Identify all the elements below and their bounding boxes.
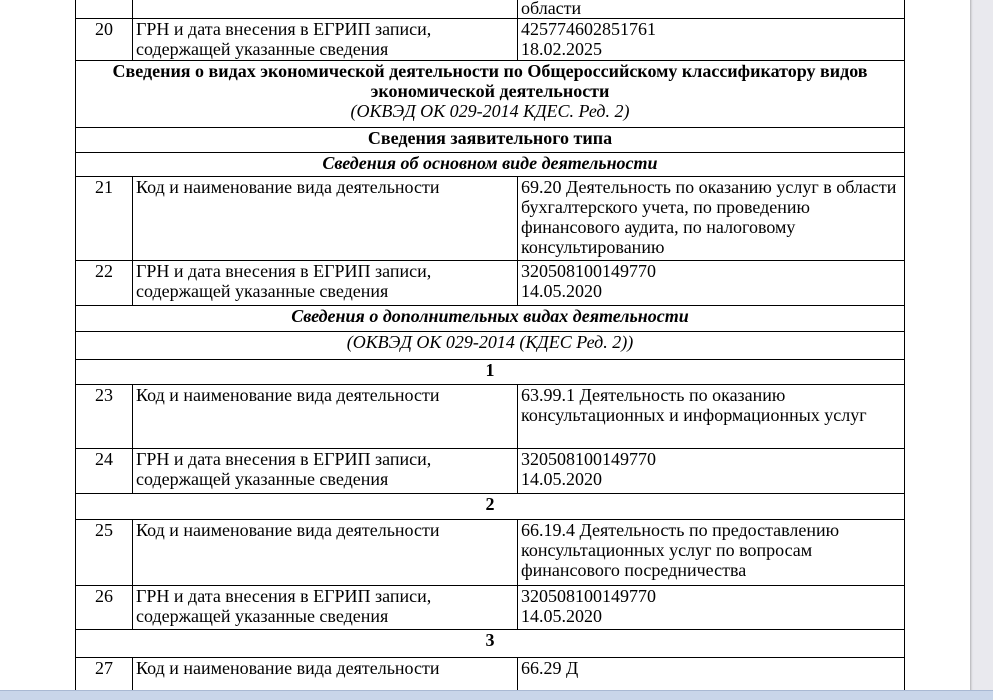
row-label: ГРН и дата внесения в ЕГРИП записи, содержащей указанные сведения bbox=[133, 586, 518, 630]
activity-value: 69.20 Деятельность по оказанию услуг в области бухгалтерского учета, по проведению финансового аудита, по налоговому консультированию bbox=[518, 177, 905, 261]
group-number: 1 bbox=[76, 360, 905, 385]
row-value: области bbox=[521, 0, 582, 18]
group-number: 3 bbox=[76, 630, 905, 658]
date-value: 14.05.2020 bbox=[521, 469, 602, 489]
table-row bbox=[76, 449, 905, 494]
row-value-cell bbox=[518, 19, 905, 61]
activity-value: 66.19.4 Деятельность по предоставлению консультационных услуг по вопросам финансового посредничества bbox=[518, 520, 905, 586]
grn-value: 425774602851761 bbox=[521, 19, 656, 39]
table-row bbox=[76, 586, 905, 630]
row-label: ГРН и дата внесения в ЕГРИП записи, содержащей указанные сведения bbox=[133, 261, 518, 306]
row-value-cell bbox=[518, 449, 905, 494]
section-header-row bbox=[76, 306, 905, 332]
additional-activities-title: Сведения о дополнительных видах деятельности bbox=[76, 306, 905, 332]
table-row bbox=[76, 19, 905, 61]
table-row bbox=[76, 0, 905, 19]
row-label: Код и наименование вида деятельности bbox=[133, 177, 518, 261]
row-number: 27 bbox=[76, 658, 133, 698]
row-number: 23 bbox=[76, 385, 133, 449]
viewer-bottom-bar bbox=[0, 690, 993, 700]
row-value-cell bbox=[518, 0, 905, 19]
okved-section-title bbox=[76, 61, 905, 128]
group-number-row bbox=[76, 630, 905, 658]
okved-section-title-text: Сведения о видах экономической деятельности по Общероссийскому классификатору видов экономической деятельности bbox=[112, 61, 868, 101]
group-number-row bbox=[76, 360, 905, 385]
row-value-cell bbox=[518, 261, 905, 306]
grn-value: 320508100149770 bbox=[521, 586, 656, 606]
group-number-row bbox=[76, 494, 905, 520]
date-value: 14.05.2020 bbox=[521, 606, 602, 626]
row-number: 24 bbox=[76, 449, 133, 494]
grn-value: 320508100149770 bbox=[521, 261, 656, 281]
group-number: 2 bbox=[76, 494, 905, 520]
date-value: 18.02.2025 bbox=[521, 39, 602, 59]
additional-okved-edition: (ОКВЭД ОК 029-2014 (КДЕС Ред. 2)) bbox=[76, 332, 905, 360]
activity-value: 63.99.1 Деятельность по оказанию консультационных и информационных услуг bbox=[518, 385, 905, 449]
section-header-row bbox=[76, 153, 905, 177]
row-label: Код и наименование вида деятельности bbox=[133, 385, 518, 449]
activity-value: 66.29 Д bbox=[518, 658, 905, 698]
grn-value: 320508100149770 bbox=[521, 449, 656, 469]
section-header-row bbox=[76, 128, 905, 153]
row-label-cell bbox=[133, 0, 518, 19]
okved-edition: (ОКВЭД ОК 029-2014 КДЕС. Ред. 2) bbox=[350, 101, 630, 121]
egrip-table bbox=[75, 0, 905, 698]
table-row bbox=[76, 261, 905, 306]
table-row bbox=[76, 520, 905, 586]
row-num-cell bbox=[76, 0, 133, 19]
date-value: 14.05.2020 bbox=[521, 281, 602, 301]
row-label: ГРН и дата внесения в ЕГРИП записи, содержащей указанные сведения bbox=[133, 19, 518, 61]
row-label: ГРН и дата внесения в ЕГРИП записи, содержащей указанные сведения bbox=[133, 449, 518, 494]
section-header-row bbox=[76, 332, 905, 360]
row-number: 26 bbox=[76, 586, 133, 630]
declarative-info-title: Сведения заявительного типа bbox=[76, 128, 905, 153]
main-activity-title: Сведения об основном виде деятельности bbox=[76, 153, 905, 177]
row-number: 25 bbox=[76, 520, 133, 586]
row-number: 21 bbox=[76, 177, 133, 261]
section-header-row bbox=[76, 61, 905, 128]
row-value-cell bbox=[518, 586, 905, 630]
table-row bbox=[76, 177, 905, 261]
row-label: Код и наименование вида деятельности bbox=[133, 520, 518, 586]
table-row bbox=[76, 385, 905, 449]
row-number: 20 bbox=[76, 19, 133, 61]
row-number: 22 bbox=[76, 261, 133, 306]
row-label: Код и наименование вида деятельности bbox=[133, 658, 518, 698]
